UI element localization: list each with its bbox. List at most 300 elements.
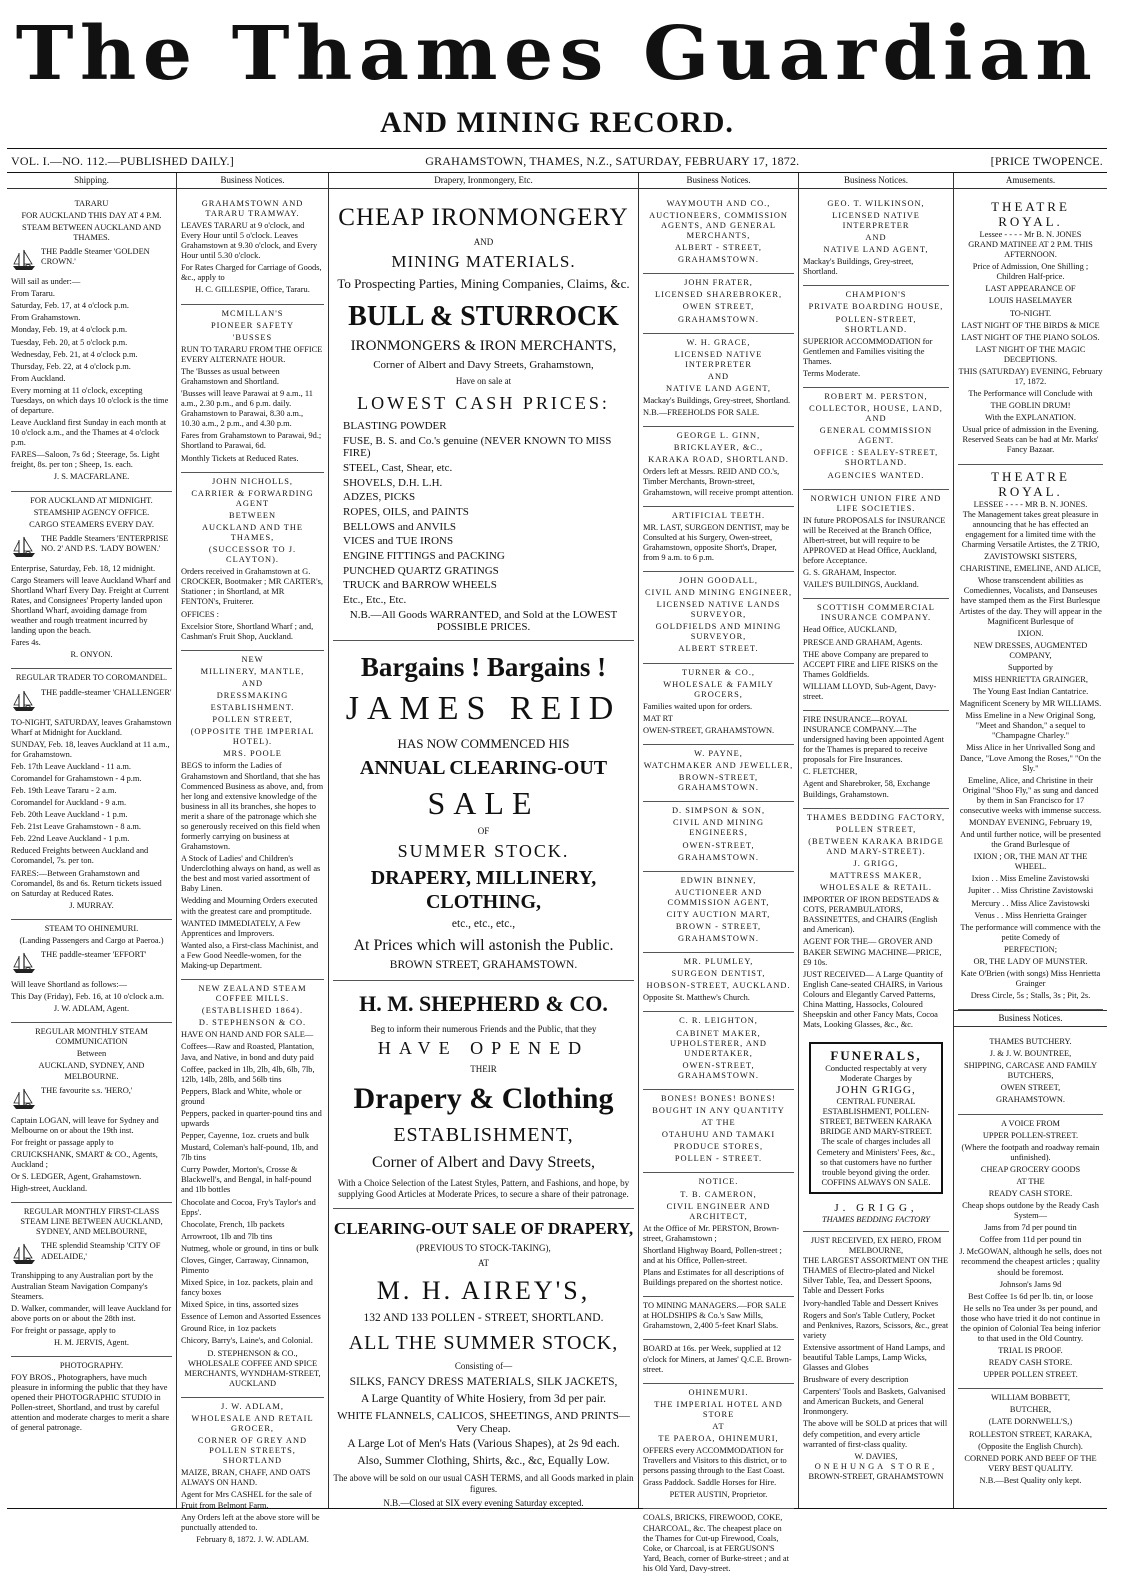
item: BLASTING POWDER [343, 420, 447, 433]
ship-name: THE splendid Steamship 'CITY OF ADELAIDE,' [41, 1241, 161, 1261]
ad-heading: AUCTIONEER AND COMMISSION AGENT, [667, 887, 770, 907]
item: VICES and TUE IRONS [343, 535, 454, 548]
ad-text: With the EXPLANATION. [984, 413, 1077, 423]
ad-heading: CITY AUCTION MART, [666, 909, 771, 919]
ad-heading: ALBERT - STREET, [674, 243, 763, 253]
column-business-2 [639, 173, 799, 1573]
ad-text: Feb. 22nd Leave Auckland - 1 p.m. [11, 834, 130, 844]
ad-heading: POLLEN STREET, [212, 715, 293, 725]
ad-heading: ANNUAL CLEARING-OUT [359, 756, 608, 779]
ad-heading: NOTICE. [698, 1177, 739, 1187]
ad-text: Corner of Albert and Davy Streets, [371, 1153, 596, 1171]
ad-text: Cheap shops outdone by the Ready Cash System— [962, 1201, 1099, 1221]
ad-text: Saturday, Feb. 17, at 4 o'clock p.m. [11, 301, 129, 311]
ad-heading: MRS. POOLE [223, 749, 282, 759]
ad-sign: PETER AUSTIN, Proprietor. [669, 1490, 768, 1500]
dateline [7, 148, 1107, 173]
item: STEEL, Cast, Shear, etc. [343, 462, 453, 475]
ad-heading: LOWEST CASH PRICES: [357, 392, 610, 413]
ad-text: TO-NIGHT. [1009, 308, 1052, 318]
ad-heading: C. R. LEIGHTON, [679, 1016, 758, 1026]
ad-text: The 'Busses as usual between Grahamstown and Shortland. [181, 366, 280, 386]
ad-heading: MCMILLAN'S [221, 308, 284, 318]
business-ads [181, 195, 324, 1553]
ad-text: LAST APPEARANCE OF [985, 284, 1076, 294]
butchery-ad [958, 1033, 1103, 1114]
ad-heading: ESTABLISHMENT. [210, 703, 295, 713]
business-ad [643, 427, 794, 506]
shepherd-ad [333, 981, 634, 1208]
ad-text: Feb. 17th Leave Auckland - 11 a.m. [11, 761, 131, 771]
ad-text: Monday, Feb. 19, at 4 o'clock p.m. [11, 325, 128, 335]
item: ADZES, PICKS [343, 491, 416, 504]
ad-sign: R. ONYON. [70, 650, 113, 660]
ad-sign: BROWN-STREET, GRAHAMSTOWN [808, 1471, 944, 1481]
ad-text: WILLIAM LLOYD, Sub-Agent, Davy-street. [803, 681, 937, 701]
ad-text: N.B.—All Goods WARRANTED, and Sold at the LOWEST POSSIBLE PRICES. [349, 608, 618, 634]
funeral-text: The scale of charges includes all Cemetery and Ministers' Fees, &c., so that customers have no further trouble beyond giving the order. [816, 1137, 936, 1177]
ad-heading: MINING MATERIALS. [391, 251, 576, 271]
ad-text: Monthly Tickets at Reduced Rates. [181, 453, 299, 463]
ad-heading: HAVE OPENED [377, 1038, 590, 1059]
business-ads [803, 195, 949, 1038]
ad-heading: AUCKLAND AND THE THAMES, [202, 522, 303, 542]
steamship-icon [11, 247, 37, 273]
ad-heading: AT THE [701, 1118, 736, 1128]
ad-text: For Rates Charged for Carriage of Goods, &c., apply to [181, 263, 322, 283]
ad-text: VAILE'S BUILDINGS, Auckland. [803, 580, 919, 590]
ad-text: etc., etc., etc., [451, 918, 516, 931]
business-ad [643, 953, 794, 1012]
column-header: Business Notices. [177, 173, 328, 189]
newspaper-page [7, 4, 1107, 1573]
theatre-ad-1 [958, 195, 1103, 465]
ad-body [803, 1256, 949, 1449]
ad-heading: LICENSED NATIVE INTERPRETER [832, 210, 920, 230]
ad-heading: Drapery & Clothing [353, 1081, 614, 1115]
ad-text: Arrowroot, 1lb and 7lb tins [181, 1231, 273, 1241]
ad-text: OF [477, 825, 490, 836]
ad-heading: STEAMSHIP AGENCY OFFICE. [33, 507, 150, 517]
ad-text: Lessee - - - - Mr B. N. JONES [979, 229, 1082, 239]
ad-text: Magnificent Scenery by MR WILLIAMS. [959, 699, 1102, 709]
ad-text: THAMES BUTCHERY. [989, 1037, 1072, 1047]
ad-heading: MATTRESS MAKER, [829, 871, 923, 881]
business-ad [643, 1090, 794, 1173]
ad-heading: SURGEON DENTIST, [671, 969, 766, 979]
ad-text: Best Coffee 1s 6d per lb. tin, or loose [968, 1291, 1093, 1301]
ad-text: Opposite St. Matthew's Church. [643, 993, 750, 1003]
business-ad [643, 1173, 794, 1297]
ad-text: Orders left at Messrs. REID AND CO.'s, Timber Merchants, Brown-street, Grahamstown, will receive prompt attention. [643, 467, 794, 497]
ad-text: Thursday, Feb. 22, at 4 o'clock p.m. [11, 361, 131, 371]
ad-text: UPPER POLLEN-STREET. [982, 1130, 1079, 1140]
business-ad [643, 802, 794, 871]
steamship-icon [11, 688, 37, 714]
ad-heading: ESTABLISHMENT, [393, 1123, 574, 1146]
ad-heading: AND [865, 233, 887, 243]
ad-text: Peppers, packed in quarter-pound tins and upwards [181, 1108, 322, 1128]
ad-text: D. Walker, commander, will leave Auckland for above ports on or about the 28th inst. [11, 1303, 172, 1323]
ad-text: GRAND MATINEE AT 2 P.M. THIS AFTERNOON. [968, 240, 1093, 260]
ad-heading: H. M. SHEPHERD & CO. [359, 991, 608, 1017]
masthead [7, 4, 1107, 140]
business-ad [643, 1297, 794, 1340]
ad-text: G. S. GRAHAM, Inspector. [803, 568, 897, 578]
ad-text: BEGS to inform the Ladies of Grahamstown and Shortland, that she has Commenced Business as above, and, from her long and extensive knowledge of the business in all its branches, she hopes to merit a share of the patronage which she so generously received on this field when formerly carrying on business at Grahamstown. [181, 761, 324, 852]
ad-text: SILKS, FANCY DRESS MATERIALS, SILK JACKETS, [349, 1376, 618, 1389]
ad-heading: Bargains ! Bargains ! [360, 651, 607, 682]
business-ad [803, 490, 949, 600]
ad-heading: GRAHAMSTOWN. [678, 255, 759, 265]
business-ad [643, 195, 794, 274]
ad-text: Dress Circle, 5s ; Stalls, 3s ; Pit, 2s. [970, 991, 1091, 1001]
business-ad [643, 334, 794, 428]
ad-heading: GRAHAMSTOWN. [678, 314, 759, 324]
ad-text: READY CASH STORE. [988, 1188, 1073, 1198]
ad-heading: WAYMOUTH AND CO., [666, 198, 771, 208]
ad-text: (Opposite the English Church). [978, 1441, 1083, 1451]
funeral-name: JOHN GRIGG, [836, 1083, 916, 1096]
ad-text: PERFECTION; [1003, 944, 1058, 954]
ad-text: N.B.—Best Quality only kept. [979, 1475, 1082, 1485]
ship-name: THE paddle-steamer 'CHALLENGER' [41, 687, 172, 697]
item: TRUCK and BARROW WHEELS [343, 579, 497, 592]
ad-heading: W. PAYNE, [694, 749, 743, 758]
ad-text: Transhipping to any Australian port by the Australian Steam Navigation Company's Steamers. [11, 1271, 154, 1301]
ad-text: Emeline, Alice, and Christine in their Original "Shoo Fly," as sung and danced by them in San Francisco for 17 consecutive weeks with immense success. [959, 775, 1102, 815]
item: Etc., Etc., Etc. [343, 593, 407, 606]
shipping-ads [11, 195, 172, 1442]
ad-text: Chocolate, French, 1lb packets [181, 1219, 285, 1229]
ad-heading: JOHN FRATER, [684, 278, 753, 288]
ad-text: Wedding and Mourning Orders executed with the greatest care and promptitude. [181, 896, 318, 916]
ad-sign: H. C. GILLESPIE, Office, Tararu. [195, 285, 310, 295]
bobbett-ad [958, 1389, 1103, 1494]
ad-heading: POLLEN STREET, [835, 824, 917, 834]
ad-text: Brushware of every description [803, 1375, 909, 1385]
ad-text: (LATE DORNWELL'S,) [988, 1417, 1073, 1427]
ad-text: For freight or passage, apply to [11, 1325, 116, 1335]
ad-heading: NATIVE LAND AGENT, [665, 383, 772, 393]
ad-heading: POLLEN-STREET, SHORTLAND. [835, 314, 917, 334]
ad-text: Feb. 21st Leave Grahamstown - 8 a.m. [11, 822, 142, 832]
steamship-icon [11, 534, 37, 560]
ad-heading: POLLEN - STREET. [674, 1154, 763, 1164]
ad-text: A Stock of Ladies' and Children's Underclothing always on hand, as well as the best and most varied assortment of Baby Linen. [181, 854, 321, 894]
business-ad [643, 872, 794, 953]
grigg-ad [803, 1198, 949, 1232]
ad-text: THE GOBLIN DRUM! [990, 401, 1071, 411]
ad-heading: BONES! BONES! BONES! [661, 1093, 776, 1103]
item: SHOVELS, D.H. L.H. [343, 476, 443, 489]
ad-text: Coromandel for Grahamstown - 4 p.m. [11, 773, 142, 783]
ad-text: Chicory, Barry's, Laine's, and Colonial. [181, 1336, 313, 1346]
ad-text: IXION ; OR, THE MAN AT THE WHEEL. [973, 852, 1088, 872]
ad-text: MISS HENRIETTA GRAINGER, [973, 674, 1088, 684]
ad-heading: CHEAP IRONMONGERY [338, 203, 629, 231]
ad-text: IMPORTER OF IRON BEDSTEADS & COTS, PERAMBULATORS, BASSINETTES, and CHAIRS (English and American). [803, 895, 940, 935]
ad-text: Venus . . Miss Henrietta Grainger [974, 910, 1087, 920]
item: PUNCHED QUARTZ GRATINGS [343, 564, 499, 577]
ad-text: Supported by [1008, 662, 1053, 672]
ad-text: Have on sale at [455, 375, 512, 386]
ad-text: TO MINING MANAGERS.—FOR SALE at HOLDSHIPS & Co.'s Saw Mills, Grahamstown, 2,400 5-feet Knarl Slabs. [643, 1301, 787, 1331]
ad-text: BUTCHER, [1009, 1405, 1052, 1415]
ad-text: THIS (SATURDAY) EVENING, February 17, 1872. [958, 366, 1103, 386]
ad-heading: WHOLESALE AND RETAIL GROCER, [191, 1413, 314, 1433]
business-ad [803, 599, 949, 711]
ad-text: He sells no Tea under 3s per pound, and those who have tried it do not continue in the opinion of Colonial Tea being inferior to that used in the Old Country. [960, 1303, 1101, 1343]
ad-text: J. & J. W. BOUNTREE, [989, 1049, 1072, 1059]
ad-text: Feb. 19th Leave Tararu - 2 a.m. [11, 786, 117, 795]
ad-heading: THAMES BEDDING FACTORY, [806, 812, 946, 822]
ad-text: AGENT FOR THE— GROVER AND BAKER SEWING MACHINE—PRICE, £9 10s. [803, 937, 942, 967]
volume-info: VOL. I.—NO. 112.—PUBLISHED DAILY.] [11, 153, 234, 168]
ad-heading: SUMMER STOCK. [397, 840, 570, 861]
ad-text: N.B.—Closed at SIX every evening Saturday excepted. [383, 1498, 584, 1509]
ad-text: For freight or passage apply to [11, 1137, 114, 1147]
ad-text: Johnson's Jams 9d [999, 1279, 1062, 1289]
voice-ad [958, 1115, 1103, 1390]
ad-text: Coffees—Raw and Roasted, Plantation, Java, and Native, in bond and duty paid [181, 1042, 315, 1062]
ad-text: Will leave Shortland as follows:— [11, 980, 127, 990]
ad-text: LAST NIGHT OF THE BIRDS & MICE [961, 320, 1100, 330]
ad-text: IXION. [1017, 628, 1044, 638]
ad-heading: KARAKA ROAD, SHORTLAND. [648, 455, 789, 465]
ship-name: THE favourite s.s. 'HERO,' [41, 1085, 133, 1095]
ad-heading: ALL THE SUMMER STOCK, [348, 1332, 619, 1355]
ad-text: A Large Quantity of White Hosiery, from 3d per pair. [360, 1393, 607, 1406]
ad-heading: HOBSON-STREET, AUCKLAND. [646, 981, 791, 991]
ad-text: FARES:—Between Grahamstown and Coromandel, 8s and 6s. Return tickets issued on Saturday at Reduced Rates. [11, 868, 162, 898]
ad-heading: CARGO STEAMERS EVERY DAY. [29, 519, 154, 529]
ad-heading: BROWN - STREET, [675, 922, 762, 932]
business-ad [181, 305, 324, 473]
funeral-title: FUNERALS, [830, 1048, 922, 1064]
ad-heading: GRAHAMSTOWN. [678, 852, 759, 862]
ad-text: MAT RT [643, 713, 673, 723]
ad-text: OWEN STREET, [1000, 1083, 1061, 1093]
business-ad [181, 195, 324, 305]
newspaper-subtitle: AND MINING RECORD. [380, 106, 734, 139]
ship-notice [11, 1086, 172, 1112]
ad-heading: PRIVATE BOARDING HOUSE, [808, 302, 944, 312]
ad-heading: AND [241, 678, 264, 688]
ad-text: Cloves, Ginger, Carraway, Cinnamon, Pimento [181, 1255, 309, 1275]
ad-text: The Young East Indian Cantatrice. [972, 687, 1089, 697]
ad-text: Mercury . . Miss Alice Zavistowski [971, 898, 1090, 908]
business-ad [181, 651, 324, 980]
ad-text: GRAHAMSTOWN. [996, 1095, 1065, 1105]
ad-text: Nutmeg, whole or ground, in tins or bulk [181, 1243, 319, 1253]
shipping-ad [11, 1203, 172, 1357]
ad-heading: JAMES REID [345, 690, 622, 728]
ad-heading: CARRIER & FORWARDING AGENT [191, 488, 314, 508]
ad-text: SUNDAY, Feb. 18, leaves Auckland at 11 a.m., for Grahamstown. [11, 739, 170, 759]
ad-text: Reduced Freights between Auckland and Coromandel, 7s. per ton. [11, 846, 149, 866]
theatre-ad-2 [958, 465, 1103, 1011]
ad-heading: CLEARING-OUT SALE OF DRAPERY, [333, 1218, 634, 1238]
ad-text: Shortland Highway Board, Pollen-street ; and at his Office, Pollen-street. [643, 1245, 782, 1265]
ad-heading: TURNER & CO., [681, 667, 756, 677]
shipping-ad [11, 1023, 172, 1203]
ad-heading: BOUGHT IN ANY QUANTITY [652, 1106, 785, 1116]
ad-sign: J. W. ADLAM, Agent. [53, 1004, 130, 1014]
ad-heading: GOLDFIELDS AND MINING SURVEYOR, [655, 622, 782, 642]
ad-text: TRIAL IS PROOF. [998, 1346, 1063, 1356]
ad-heading: CORNER OF GREY AND POLLEN STREETS, SHORTLAND [197, 1436, 308, 1466]
ad-heading: JUST RECEIVED, EX HERO, FROM MELBOURNE, [810, 1236, 942, 1256]
ad-text: LAST NIGHT OF THE PIANO SOLOS. [961, 332, 1100, 342]
ad-sign: J. MURRAY. [69, 900, 114, 910]
ad-heading: OWEN-STREET, [682, 840, 755, 850]
ad-text: Pepper, Cayenne, 1oz. cruets and bulk [181, 1131, 310, 1141]
hero-ad [803, 1232, 949, 1488]
business-ad [803, 195, 949, 287]
ad-text: Excelsior Store, Shortland Wharf ; and, Cashman's Fruit Shop, Auckland. [181, 621, 314, 641]
ad-heading: PIONEER SAFETY [210, 320, 295, 330]
ad-text: Fares from Grahamstown to Parawai, 9d.; Shortland to Parawai, 6d. [181, 431, 322, 451]
ad-text: A VOICE FROM [1001, 1118, 1060, 1128]
ad-text: MR. LAST, SURGEON DENTIST, may be Consulted at his Surgery, Owen-street, Grahamstown, opposite Short's, Draper, from 9 a.m. to 6 p.m. [643, 522, 790, 562]
ad-heading: Between [76, 1049, 107, 1059]
ad-heading: CIVIL AND MINING ENGINEERS, [672, 818, 765, 838]
business-ad [803, 711, 949, 809]
ad-text: Consisting of— [454, 1361, 513, 1372]
ad-heading: MR. PLUMLEY, [683, 957, 754, 967]
ad-heading: TE PAEROA, OHINEMURI, [658, 1433, 779, 1443]
business-ad [643, 1384, 794, 1510]
ad-heading: (OPPOSITE THE IMPERIAL HOTEL). [190, 727, 315, 747]
ad-text: Ixion . . Miss Emeline Zavistowski [971, 874, 1090, 884]
ad-text: Coromandel for Auckland - 9 a.m. [11, 798, 127, 808]
ad-text: Any Orders left at the above store will be punctually attended to. [181, 1512, 320, 1532]
business-ad [643, 507, 794, 572]
ad-text: LESSEE - - - - MR B. N. JONES. [973, 499, 1088, 509]
ad-heading: W. H. GRACE, [686, 337, 751, 347]
ad-text: BOARD at 16s. per Week, supplied at 12 o'clock for Miners, at James' Q.C.E. Brown-street. [643, 1344, 792, 1374]
ad-text: NEW DRESSES, AUGMENTED COMPANY, [973, 640, 1088, 660]
ad-heading: STEAM BETWEEN AUCKLAND AND THAMES. [22, 222, 161, 243]
ad-heading: OTAHUHU AND TAMAKI [661, 1130, 776, 1140]
ship-notice [11, 534, 172, 560]
ad-text: Peppers, Black and White, whole or ground [181, 1086, 302, 1106]
ad-text: Agent for Mrs CASHEL for the sale of Fruit from Belmont Farm. [181, 1490, 312, 1510]
ad-heading: OHINEMURI. [688, 1387, 749, 1397]
business-ad [181, 1398, 324, 1553]
business-ad [643, 274, 794, 333]
ad-text: Jupiter . . Miss Christine Zavistowski [967, 886, 1094, 896]
business-ad [643, 1340, 794, 1383]
ad-text: N.B.—FREEHOLDS FOR SALE. [643, 408, 760, 418]
ad-heading: M. H. AIREY'S, [376, 1275, 591, 1305]
ad-heading: NORWICH UNION FIRE AND LIFE SOCIETIES. [810, 493, 942, 513]
columns [7, 173, 1107, 1573]
ad-heading: JOHN NICHOLLS, [212, 476, 293, 486]
ad-heading: CHAMPION'S [845, 290, 907, 300]
column-amusements [954, 173, 1107, 1508]
ad-heading: NATIVE LAND AGENT, [823, 245, 929, 255]
ad-text: SUPERIOR ACCOMMODATION for Gentlemen and Families visiting the Thames. [803, 336, 933, 366]
ad-heading: (Landing Passengers and Cargo at Paeroa.) [19, 935, 164, 945]
ad-text: 132 AND 133 POLLEN - STREET, SHORTLAND. [363, 1311, 604, 1324]
funeral-text: CENTRAL FUNERAL ESTABLISHMENT, POLLEN-STREET, BETWEEN KARAKA BRIDGE AND MARY-STREET. [819, 1097, 933, 1137]
ad-text: Ground Rice, in 1oz packets [181, 1324, 277, 1334]
ad-text: From Grahamstown. [11, 313, 81, 323]
item: BELLOWS and ANVILS [343, 520, 457, 533]
ad-text: 'Busses will leave Parawai at 9 a.m., 11 a.m., 2.30 p.m., and 6 p.m. daily. Grahamstown to Parawai, 8.30 a.m., 10.30 a.m., 2 p.m., and 4.30 p.m. [181, 389, 313, 429]
ad-text: J. McGOWAN, although he sells, does not recommend the cheapest articles ; quality should be foremost. [959, 1247, 1102, 1277]
ad-text: Extensive assortment of Hand Lamps, and beautiful Table Lamps, Lamp Wicks, Glasses and Globes [803, 1342, 945, 1373]
ad-body [958, 240, 1103, 455]
ad-text: Wanted also, a First-class Machinist, and a Few Good Needle-women, for the Making-up Department. [181, 940, 319, 970]
ad-text: HAVE ON HAND AND FOR SALE— [181, 1030, 314, 1040]
ad-heading: LICENSED NATIVE LANDS SURVEYOR, [656, 600, 781, 620]
ad-text: MONDAY EVENING, February 19, [969, 818, 1092, 827]
ad-text: The performance will commence with the petite Comedy of [960, 922, 1101, 942]
ad-heading: PHOTOGRAPHY. [59, 1360, 124, 1370]
ad-text: CRUICKSHANK, SMART & CO., Agents, Auckland ; [11, 1149, 158, 1169]
ship-notice [11, 247, 172, 273]
ad-text: Grass Paddock. Saddle Horses for Hire. [643, 1478, 777, 1488]
column-header: Shipping. [7, 173, 176, 189]
column-header: Amusements. [954, 173, 1107, 189]
ad-heading: CIVIL AND MINING ENGINEER, [644, 588, 793, 598]
ad-heading: NEW [241, 654, 264, 664]
item: ENGINE FITTINGS and PACKING [343, 549, 505, 562]
ad-text: Rogers and Son's Table Cutlery, Pocket and Penknives, Razors, Scissors, &c., great variety [803, 1310, 949, 1340]
ad-sign: J. S. MACFARLANE. [53, 472, 130, 482]
ad-text: WHITE FLANNELS, CALICOS, SHEETINGS, AND PRINTS—Very Cheap. [337, 1409, 630, 1435]
business-ad [643, 1012, 794, 1089]
ad-text: Mixed Spice, in 1oz. packets, plain and fancy boxes [181, 1278, 313, 1298]
business-ad [643, 664, 794, 745]
ad-text: OFFICES : [181, 609, 219, 619]
ad-text: (PREVIOUS TO STOCK-TAKING), [416, 1242, 551, 1253]
ad-text: THE above Company are prepared to ACCEPT FIRE and LIFE RISKS on the Thames Goldfields. [803, 649, 938, 679]
ad-heading: AND [707, 371, 730, 381]
ad-text: At Prices which will astonish the Public. [353, 937, 614, 955]
james-reid-ad [333, 641, 634, 981]
ad-text: TO-NIGHT, SATURDAY, leaves Grahamstown Wharf at Midnight for Auckland. [11, 717, 172, 737]
ad-text: FIRE INSURANCE—ROYAL INSURANCE COMPANY.—The undersigned having been appointed Agent for the Thames is prepared to receive proposals for Fire Insurances. [803, 715, 944, 765]
column-header: Business Notices. [639, 173, 798, 189]
business-ad [803, 286, 949, 388]
shipping-ad [11, 195, 172, 492]
ad-heading: D. SIMPSON & SON, [671, 806, 766, 816]
ad-text: Captain LOGAN, will leave for Sydney and Melbourne on or about the 19th inst. [11, 1115, 159, 1135]
ad-heading: PRODUCE STORES, [673, 1142, 764, 1152]
ad-text: Coffee from 11d per pound tin [979, 1235, 1082, 1245]
column-header: Business Notices. [799, 173, 953, 189]
ad-text: PRESCE AND GRAHAM, Agents. [803, 637, 923, 647]
ad-text: The above will be sold on our usual CASH TERMS, and all Goods marked in plain figures. [333, 1472, 634, 1494]
business-ad [181, 473, 324, 651]
ad-text: Cargo Steamers will leave Auckland Wharf and Shortland Wharf Every Day. Freight at Current Rates, and Consignees' Property landed upon Shortland Wharf, avoiding damage from weather and rough treatment incurred by landing upon the beach. [11, 575, 171, 636]
ad-text: AT THE [1016, 1176, 1045, 1186]
ad-heading: J. W. ADLAM, [221, 1401, 284, 1411]
ad-heading: J. GRIGG, [853, 858, 899, 868]
ad-text: FARES—Saloon, 7s 6d ; Steerage, 5s. Light freight, 8s. per ton ; Sheep, 1s. each. [11, 450, 160, 470]
ad-text: From Tararu. [11, 289, 55, 299]
business-ad [181, 980, 324, 1398]
ad-heading: BRICKLAYER, &C., [673, 443, 764, 453]
ad-text: Whose transcendent abilities as Comediennes, Vocalists, and Danseuses have stamped them as the First Burlesque Artistes of the day. They will appear in the Magnificent Burlesque of [959, 576, 1102, 626]
ad-text: Feb. 20th Leave Auckland - 1 p.m. [11, 810, 128, 820]
ad-text: Corner of Albert and Davy Streets, Grahamstown, [373, 359, 594, 372]
ad-text: A Large Lot of Men's Hats (Various Shapes), at 2s 9d each. [347, 1438, 620, 1451]
